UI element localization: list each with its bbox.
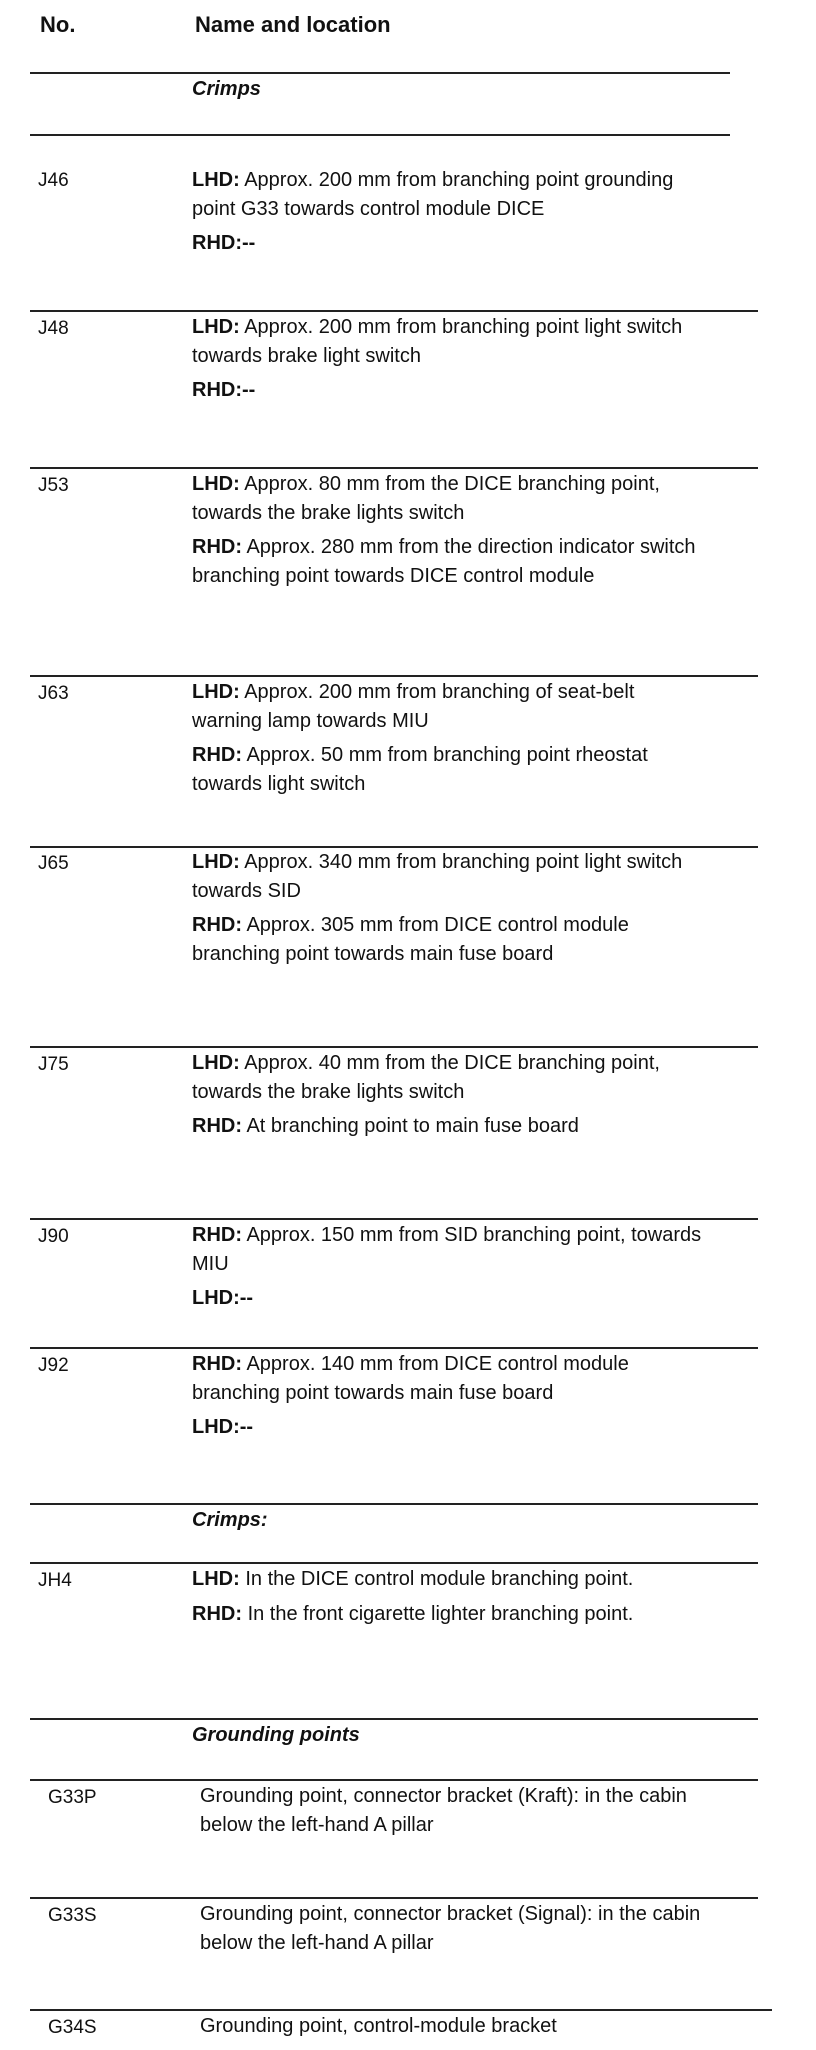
divider (30, 1897, 758, 1899)
divider (30, 1562, 758, 1564)
lhd-label: LHD: (192, 169, 240, 191)
rhd-label: RHD: (192, 536, 242, 558)
divider (30, 310, 758, 312)
divider (30, 1718, 758, 1720)
rhd-text: Approx. 140 mm from DICE control module branching point towards main fuse board (192, 1353, 629, 1404)
rhd-text: Approx. 305 mm from DICE control module branching point towards main fuse board (192, 914, 629, 965)
section-title-crimps-2: Crimps: (192, 1509, 268, 1531)
rhd-text: Approx. 50 mm from branching point rheostat towards light switch (192, 744, 648, 795)
rhd-label: RHD: (192, 1224, 242, 1246)
column-header-number: No. (40, 12, 76, 37)
divider (30, 72, 730, 74)
divider (30, 1347, 758, 1349)
row-description-j90 (192, 1221, 702, 1319)
divider (30, 2009, 772, 2011)
row-code-j65: J65 (38, 853, 69, 874)
row-description-j53 (192, 470, 702, 596)
lhd-label: LHD: (192, 1287, 240, 1309)
section-title-grounding-points: Grounding points (192, 1724, 360, 1746)
column-header-name-location: Name and location (195, 12, 391, 37)
row-code-j75: J75 (38, 1054, 69, 1075)
rhd-label: RHD: (192, 1602, 242, 1625)
row-description-j48 (192, 313, 702, 411)
lhd-text: Approx. 200 mm from branching point grounding point G33 towards control module DICE (192, 169, 674, 220)
rhd-text: Approx. 280 mm from the direction indicator switch branching point towards DICE control module (192, 536, 696, 587)
row-description-j46 (192, 166, 702, 264)
row-description-jh4 (192, 1565, 702, 1634)
lhd-text: In the DICE control module branching point. (245, 1568, 634, 1590)
lhd-label: LHD: (192, 1052, 240, 1074)
divider (30, 1218, 758, 1220)
rhd-label: RHD: (192, 1353, 242, 1375)
row-code-j53: J53 (38, 475, 69, 496)
divider (30, 1503, 758, 1505)
lhd-text: -- (239, 1287, 254, 1309)
row-code-g34s: G34S (48, 2017, 97, 2038)
row-code-g33p: G33P (48, 1787, 97, 1808)
rhd-text: -- (242, 232, 256, 254)
row-description-j92 (192, 1350, 702, 1448)
lhd-text: -- (239, 1416, 254, 1438)
row-description-j63 (192, 678, 702, 804)
lhd-label: LHD: (192, 473, 240, 495)
row-code-j92: J92 (38, 1355, 69, 1376)
grounding-text: Grounding point, connector bracket (Kraft): in the cabin below the left-hand A pillar (200, 1785, 687, 1836)
lhd-text: Approx. 40 mm from the DICE branching point, towards the brake lights switch (192, 1052, 660, 1103)
rhd-text: In the front cigarette lighter branching point. (247, 1602, 634, 1625)
lhd-label: LHD: (192, 681, 240, 703)
lhd-label: LHD: (192, 316, 240, 338)
row-description-j75 (192, 1049, 702, 1147)
row-description-j65 (192, 848, 702, 974)
row-code-g33s: G33S (48, 1905, 97, 1926)
grounding-text: Grounding point, connector bracket (Signal): in the cabin below the left-hand A pillar (200, 1903, 701, 1954)
lhd-label: LHD: (192, 851, 240, 873)
row-description-g34s (200, 2012, 710, 2047)
rhd-text: At branching point to main fuse board (246, 1115, 579, 1137)
lhd-text: Approx. 340 mm from branching point light switch towards SID (192, 851, 683, 902)
row-code-j46: J46 (38, 170, 69, 191)
divider (30, 1046, 758, 1048)
row-code-j48: J48 (38, 318, 69, 339)
rhd-label: RHD: (192, 744, 242, 766)
lhd-label: LHD: (192, 1568, 240, 1590)
divider (30, 675, 758, 677)
rhd-text: -- (242, 379, 256, 401)
rhd-label: RHD: (192, 232, 242, 254)
lhd-text: Approx. 80 mm from the DICE branching point, towards the brake lights switch (192, 473, 660, 524)
rhd-label: RHD: (192, 379, 242, 401)
divider (30, 467, 758, 469)
rhd-label: RHD: (192, 1115, 242, 1137)
row-description-g33p (200, 1782, 710, 1845)
row-description-g33s (200, 1900, 710, 1963)
row-code-j90: J90 (38, 1226, 69, 1247)
divider (30, 134, 730, 136)
section-title-crimps: Crimps (192, 78, 261, 100)
grounding-text: Grounding point, control-module bracket (200, 2015, 557, 2037)
divider (30, 1779, 758, 1781)
lhd-text: Approx. 200 mm from branching of seat-belt warning lamp towards MIU (192, 681, 635, 732)
rhd-label: RHD: (192, 914, 242, 936)
row-code-jh4: JH4 (38, 1570, 72, 1591)
row-code-j63: J63 (38, 683, 69, 704)
lhd-label: LHD: (192, 1416, 240, 1438)
lhd-text: Approx. 200 mm from branching point light switch towards brake light switch (192, 316, 683, 367)
rhd-text: Approx. 150 mm from SID branching point, towards MIU (192, 1224, 702, 1275)
